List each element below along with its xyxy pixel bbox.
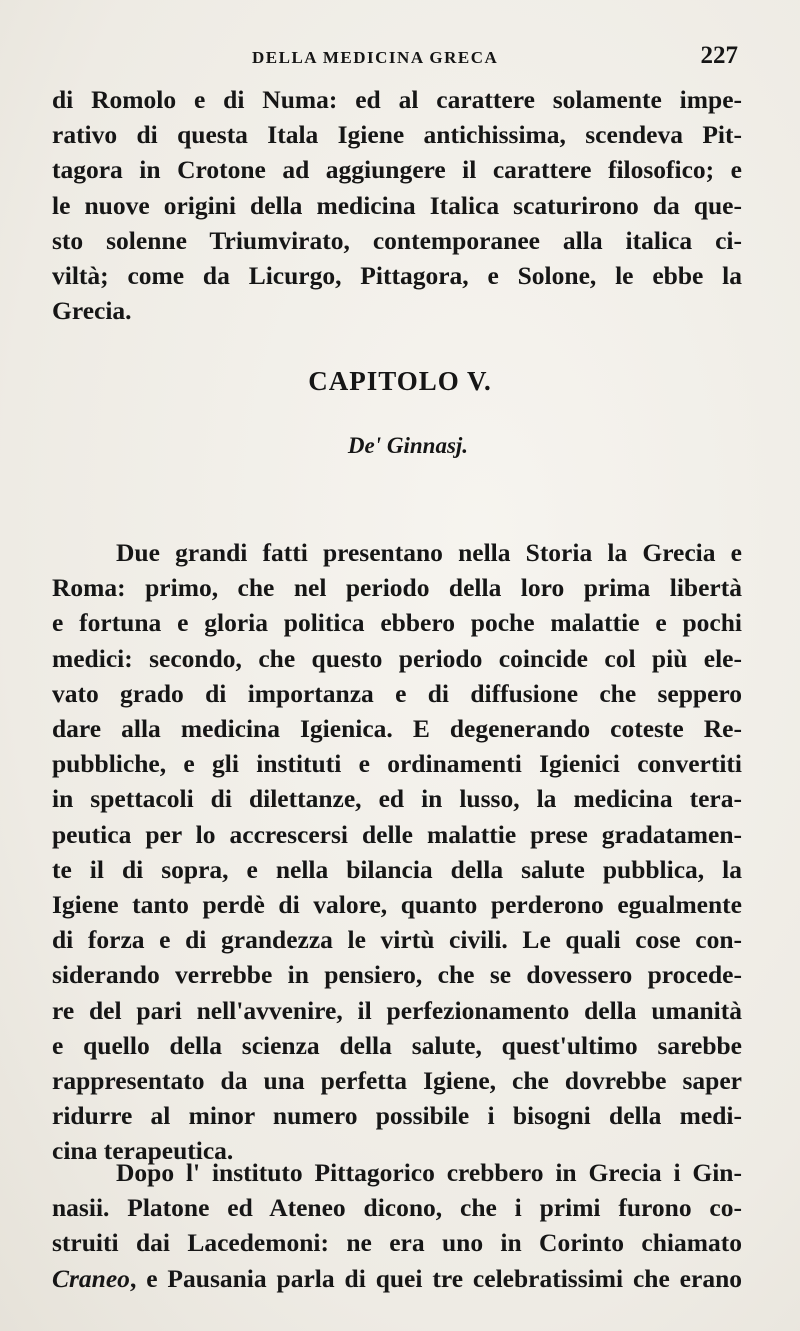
text-line: dare alla medicina Igienica. E degenerando coteste Re- [52, 714, 742, 744]
text-line: siderando verrebbe in pensiero, che se dovessero procede- [52, 960, 742, 990]
text-line: medici: secondo, che questo periodo coincide col più ele- [52, 643, 742, 673]
paragraph-ginnasii [52, 1155, 742, 1296]
text-line: cina terapeutica. [52, 1136, 234, 1166]
text-line: Roma: primo, che nel periodo della loro prima libertà [52, 573, 742, 603]
text-line: Dopo l' instituto Pittagorico crebbero in Grecia i Gin- [116, 1158, 742, 1187]
page-number: 227 [700, 42, 738, 69]
chapter-subtitle: De' Ginnasj. [347, 433, 469, 458]
text-line: le nuove origini della medicina Italica scaturirono da que- [52, 190, 742, 220]
text-line: sto solenne Triumvirato, contemporanee alla italica ci- [52, 225, 742, 255]
text-line: di Romolo e di Numa: ed al carattere solamente impe- [52, 85, 742, 114]
text-line: pubbliche, e gli instituti e ordinamenti Igienici convertiti [52, 749, 742, 779]
text-line: rappresentato da una perfetta Igiene, che dovrebbe saper [52, 1066, 742, 1096]
text-line: ridurre al minor numero possibile i bisogni della medi- [52, 1101, 742, 1131]
text-line [52, 1261, 742, 1296]
paragraph-opening [52, 82, 742, 328]
text-line-rest: , e Pausania parla di quei tre celebratissimi che erano [129, 1263, 742, 1293]
paragraph-main [52, 535, 742, 1169]
chapter-title: CAPITOLO V. [308, 366, 492, 396]
text-line: peutica per lo accrescersi delle malattie prese gradatamen- [52, 819, 742, 849]
text-line: e fortuna e gloria politica ebbero poche malattie e pochi [52, 608, 742, 638]
text-line: re del pari nell'avvenire, il perfezionamento della umanità [52, 995, 742, 1025]
text-line: in spettacoli di dilettanze, ed in lusso, la medicina tera- [52, 784, 742, 814]
italic-word: Craneo [52, 1263, 130, 1293]
text-line: Grecia. [52, 296, 132, 326]
running-head: DELLA MEDICINA GRECA [252, 48, 499, 67]
text-line: vato grado di importanza e di diffusione che seppero [52, 678, 742, 708]
text-line: Igiene tanto perdè di valore, quanto perderono egualmente [52, 890, 742, 920]
text-line: te il di sopra, e nella bilancia della salute pubblica, la [52, 854, 742, 884]
text-line: rativo di questa Itala Igiene antichissima, scendeva Pit- [52, 120, 742, 150]
text-line: viltà; come da Licurgo, Pittagora, e Solone, le ebbe la [52, 261, 742, 291]
text-line: nasii. Platone ed Ateneo dicono, che i primi furono co- [52, 1193, 742, 1223]
text-line: Due grandi fatti presentano nella Storia la Grecia e [116, 538, 742, 567]
text-line: e quello della scienza della salute, quest'ultimo sarebbe [52, 1030, 742, 1060]
page-header [0, 42, 800, 72]
text-line: di forza e di grandezza le virtù civili. Le quali cose con- [52, 925, 742, 955]
text-line: tagora in Crotone ad aggiungere il carattere filosofico; e [52, 155, 742, 185]
text-line: struiti dai Lacedemoni: ne era uno in Corinto chiamato [52, 1228, 742, 1258]
